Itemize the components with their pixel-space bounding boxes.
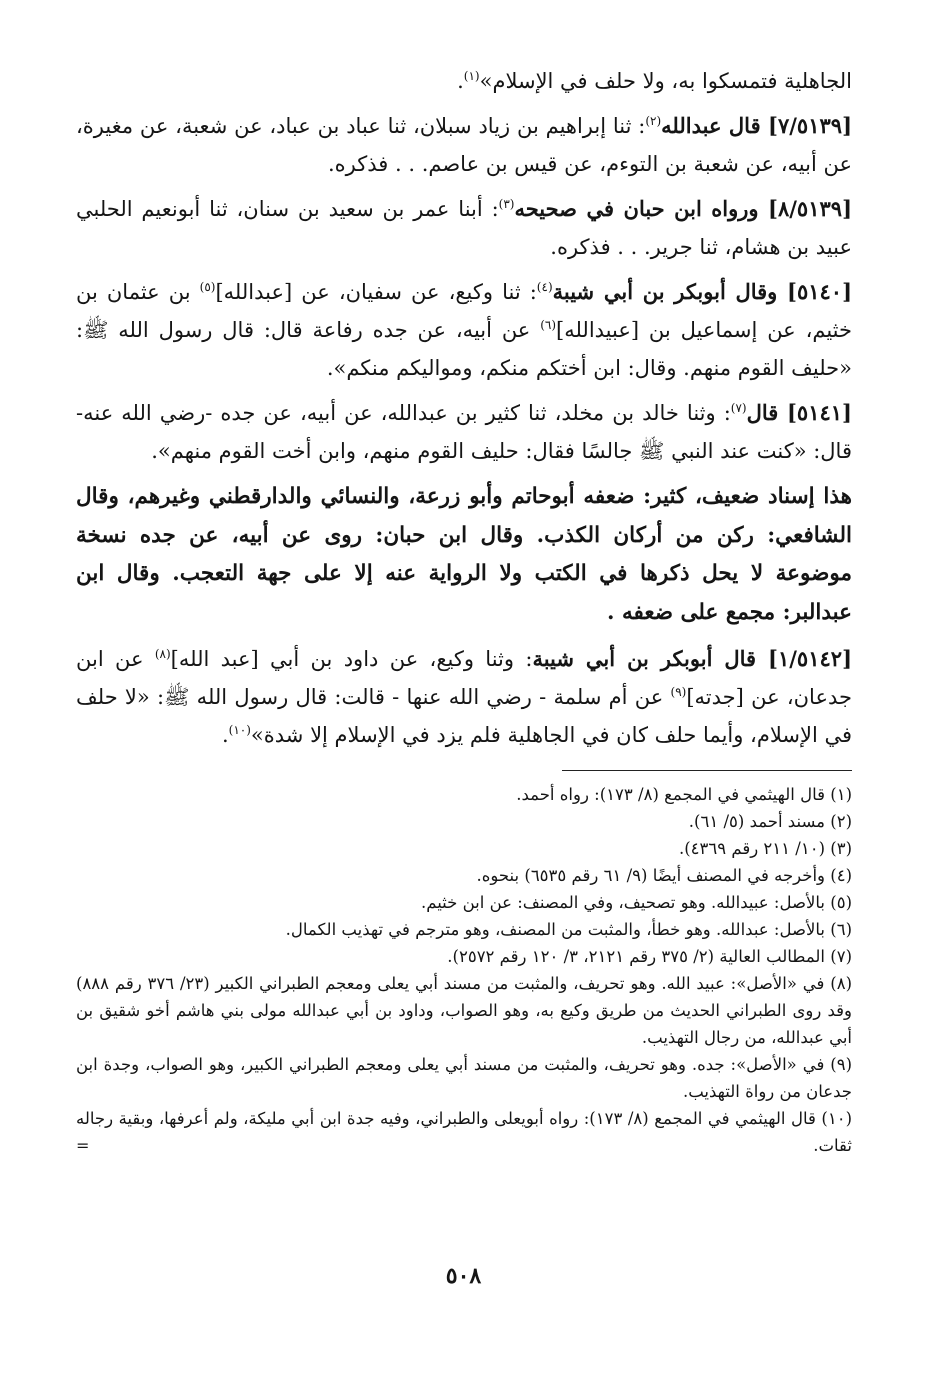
punctuation: . — [221, 723, 229, 747]
footnote-7: (٧) المطالب العالية (٢/ ٣٧٥ رقم ٢١٢١، ٣/ ١٢٠ رقم ٢٥٧٢). — [447, 947, 852, 966]
page-body — [76, 62, 852, 1153]
footnotes — [76, 781, 852, 1153]
footnote-1: (١) قال الهيثمي في المجمع (٨/ ١٧٣): رواه أحمد. — [516, 785, 852, 804]
punctuation: . — [457, 69, 464, 93]
hadith-ref: [١/٥١٤٢] قال أبوبكر بن أبي شيبة — [532, 646, 852, 671]
hadith-text: : أبنا عمر بن سعيد بن سنان، ثنا أبونعيم الحلبي عبيد بن هشام، ثنا جرير. . . فذكره. — [76, 197, 852, 259]
footnote-ref: (٢) — [645, 114, 662, 128]
paragraph-text: الجاهلية فتمسكوا به، ولا حلف في الإسلام» — [479, 69, 852, 93]
footnote-ref: (٣) — [498, 197, 515, 211]
hadith-text: عن أم سلمة - رضي الله عنها - قالت: قال رسول الله ﷺ: «لا حلف في الإسلام، وأيما حلف كان في الجاهلية فلم يزد في الإسلام إلا شدة» — [76, 685, 852, 747]
hadith-5142-1 — [76, 640, 852, 754]
hadith-5141 — [76, 394, 852, 470]
footnote-3: (٣) (١٠/ ٢١١ رقم ٤٣٦٩). — [678, 839, 852, 858]
hadith-5139-7 — [76, 107, 852, 183]
hadith-text: : ثنا إبراهيم بن زياد سبلان، ثنا عباد بن عباد، عن شعبة، عن مغيرة، عن أبيه، عن شعبة بن التوءم، عن قيس بن عاصم. . . فذكره. — [76, 114, 852, 176]
footnote-10: (١٠) قال الهيثمي في المجمع (٨/ ١٧٣): رواه أبويعلى والطبراني، وفيه جدة ابن أبي مليكة، ولم أعرفها، وبقية رجاله ثقات. — [76, 1109, 853, 1155]
footnote-divider — [562, 770, 852, 771]
grading-commentary — [76, 478, 852, 632]
paragraph-opening — [76, 62, 852, 100]
hadith-text: بن عثمان بن خثيم، عن إسماعيل بن [عبيدالله] — [76, 280, 852, 342]
footnote-ref: (٨) — [154, 647, 171, 661]
hadith-text: : وثنا وكيع، عن داود بن أبي [عبد الله] — [170, 647, 533, 671]
footnote-5: (٥) بالأصل: عبيدالله. وهو تصحيف، وفي المصنف: عن ابن خثيم. — [420, 893, 852, 912]
footnote-8: (٨) في «الأصل»: عبيد الله. وهو تحريف، والمثبت من مسند أبي يعلى ومعجم الطبراني الكبير (٢٣/ ٣٧٦ رقم ٨٨٨) وقد روى الطبراني الحديث من طريق وكيع به، وهو الصواب، وداود بن أبي عبدالله مولى بني هاشم أخو شقيق بن أبي عبدالله، من رجال التهذيب. — [76, 974, 852, 1047]
footnote-4: (٤) وأخرجه في المصنف أيضًا (٩/ ٦١ رقم ٦٥٣٥) بنحوه. — [476, 866, 852, 885]
commentary-text: هذا إسناد ضعيف، كثير: ضعفه أبوحاتم وأبو زرعة، والنسائي والدارقطني وغيرهم، وقال الشافعي: ركن من أركان الكذب. وقال ابن حبان: روى عن أبيه، عن جده نسخة موضوعة لا يحل ذكرها في الكتب ولا الرواية عنه إلا على جهة التعجب. وقال ابن عبدالبر: مجمع على ضعفه . — [76, 484, 852, 625]
hadith-ref: [٥١٤١] قال — [746, 400, 852, 425]
hadith-5139-8 — [76, 190, 852, 266]
hadith-text: : ثنا وكيع، عن سفيان، عن [عبدالله] — [215, 280, 537, 304]
footnote-ref: (٤) — [536, 280, 553, 294]
hadith-ref: [٧/٥١٣٩] قال عبدالله — [661, 113, 852, 138]
page-number: ٥٠٨ — [445, 1263, 482, 1289]
footnote-ref: (١) — [463, 69, 480, 83]
footnote-9: (٩) في «الأصل»: جده. وهو تحريف، والمثبت من مسند أبي يعلى ومعجم الطبراني الكبير، وهو الصواب، وجدة ابن جدعان من رواة التهذيب. — [76, 1055, 852, 1101]
footnote-2: (٢) مسند أحمد (٥/ ٦١). — [688, 812, 852, 831]
continuation-mark: = — [76, 1136, 90, 1155]
hadith-text: عن أبيه، عن جده رفاعة قال: قال رسول الله ﷺ: «حليف القوم منهم. وقال: ابن أختكم منكم، ومواليكم منكم». — [76, 318, 852, 380]
hadith-text: عن ابن جدعان، عن [جدته] — [76, 647, 852, 709]
footnote-ref: (٥) — [199, 280, 216, 294]
hadith-text: : وثنا خالد بن مخلد، ثنا كثير بن عبدالله، عن أبيه، عن جده -رضي الله عنه- قال: «كنت عند النبي ﷺ جالسًا فقال: حليف القوم منهم، وابن أخت القوم منهم». — [76, 401, 852, 463]
footnote-ref: (٦) — [540, 318, 557, 332]
hadith-5140 — [76, 273, 852, 387]
footnote-ref: (٩) — [670, 685, 687, 699]
hadith-ref: [٥١٤٠] وقال أبوبكر بن أبي شيبة — [552, 279, 852, 304]
footnote-ref: (١٠) — [228, 723, 251, 737]
hadith-ref: [٨/٥١٣٩] ورواه ابن حبان في صحيحه — [514, 196, 852, 221]
footnote-6: (٦) بالأصل: عبدالله. وهو خطأ، والمثبت من المصنف، وهو مترجم في تهذيب الكمال. — [285, 920, 852, 939]
footnote-ref: (٧) — [730, 401, 747, 415]
